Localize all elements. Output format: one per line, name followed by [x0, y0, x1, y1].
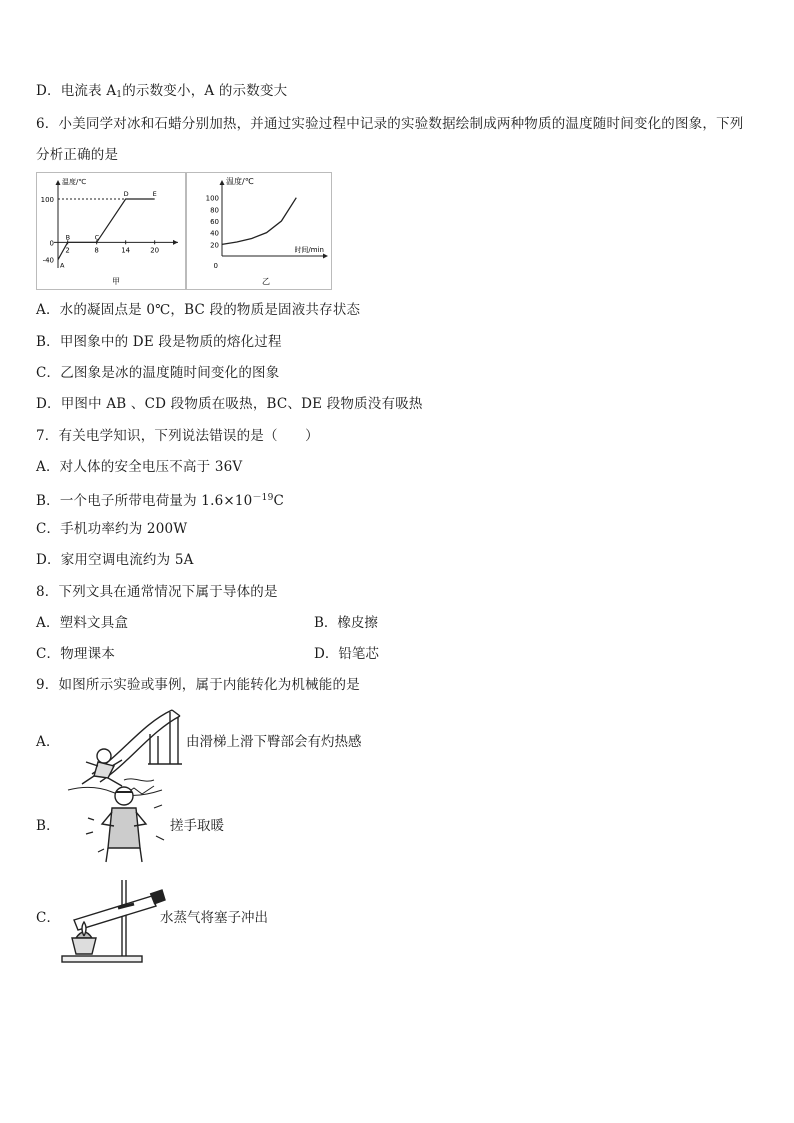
- series-line: [222, 198, 296, 245]
- y-tick-label: 20: [210, 241, 219, 250]
- q6-option-a: A．水的凝固点是 0℃，BC 段的物质是固液共存状态: [36, 302, 361, 318]
- q9-option-a-letter: A．: [36, 734, 60, 750]
- q9-option-a-caption: 由滑梯上滑下臀部会有灼热感: [186, 734, 362, 750]
- point-label: A: [60, 261, 65, 270]
- x-tick-label: 14: [121, 246, 131, 255]
- chart-yi-frame: [187, 173, 332, 290]
- q8-option-c: C．物理课本: [36, 646, 116, 662]
- test-tube-stopper-illustration: [56, 878, 166, 970]
- q7-option-c: C．手机功率约为 200W: [36, 521, 188, 537]
- y-tick-label: 60: [210, 218, 219, 226]
- series-line: [58, 199, 155, 260]
- rubbing-hands-illustration: [84, 778, 174, 870]
- point-label: D: [123, 190, 129, 198]
- chart-yi-svg: [186, 172, 332, 290]
- q6-stem-line1: 6．小美同学对冰和石蜡分别加热，并通过实验过程中记录的实验数据绘制成两种物质的温度随时间变化的图象，下列: [36, 116, 744, 132]
- chart-jia-svg: [36, 172, 186, 290]
- y-tick-label: 40: [210, 229, 219, 238]
- y-axis-arrow: [220, 180, 225, 185]
- point-label: E: [152, 190, 157, 198]
- y-axis-label: 温度/℃: [226, 177, 254, 186]
- q8-option-a: A．塑料文具盒: [36, 615, 129, 631]
- x-tick-label: 8: [94, 246, 99, 255]
- y-tick-label: 100: [40, 196, 54, 204]
- x-axis-arrow: [323, 254, 328, 259]
- y-axis-label: 温度/℃: [62, 178, 87, 186]
- q9-option-c-letter: C．: [36, 910, 61, 926]
- chart-yi-caption: 乙: [262, 277, 270, 286]
- x-axis-label: 时间/min: [294, 246, 324, 254]
- chart-jia: [36, 172, 186, 294]
- q7-stem: 7．有关电学知识，下列说法错误的是（ ）: [36, 428, 319, 444]
- q7-option-d: D．家用空调电流约为 5A: [36, 552, 194, 568]
- chart-jia-frame: [37, 173, 186, 290]
- q8-stem: 8．下列文具在通常情况下属于导体的是: [36, 584, 278, 600]
- x-axis-arrow: [173, 240, 178, 245]
- q9-stem: 9．如图所示实验或事例，属于内能转化为机械能的是: [36, 677, 360, 693]
- x-tick-label: 2: [65, 246, 70, 255]
- chart-yi: [186, 172, 332, 294]
- origin-label: 0: [213, 262, 218, 270]
- q7-option-b: B．一个电子所带电荷量为 $1.6\times 10^{-19}C$: [36, 493, 285, 509]
- y-tick-label: -40: [42, 256, 54, 265]
- q6-option-d: D．甲图中 AB 、CD 段物质在吸热，BC、DE 段物质没有吸热: [36, 396, 423, 412]
- q6-option-c: C．乙图象是冰的温度随时间变化的图象: [36, 365, 280, 381]
- q7-option-a: A．对人体的安全电压不高于 36V: [36, 459, 243, 475]
- point-label: B: [65, 233, 71, 242]
- point-label: C: [94, 233, 100, 242]
- q9-option-c-caption: 水蒸气将塞子冲出: [160, 910, 268, 926]
- x-tick-label: 20: [150, 246, 160, 255]
- y-axis-arrow: [56, 180, 61, 185]
- q9-option-b-letter: B．: [36, 818, 60, 834]
- q6-stem-line2: 分析正确的是: [36, 147, 119, 163]
- q5-option-d: D．电流表 $A_1$的示数变小，A 的示数变大: [36, 83, 288, 100]
- q8-option-b: B．橡皮擦: [314, 615, 378, 631]
- y-tick-label: 0: [49, 239, 54, 248]
- q6-option-b: B．甲图象中的 DE 段是物质的熔化过程: [36, 334, 282, 350]
- chart-jia-caption: 甲: [112, 277, 120, 286]
- y-tick-label: 100: [205, 194, 219, 203]
- q8-option-d: D．铅笔芯: [314, 646, 379, 662]
- q9-option-b-caption: 搓手取暖: [170, 818, 224, 834]
- y-tick-label: 80: [210, 206, 219, 215]
